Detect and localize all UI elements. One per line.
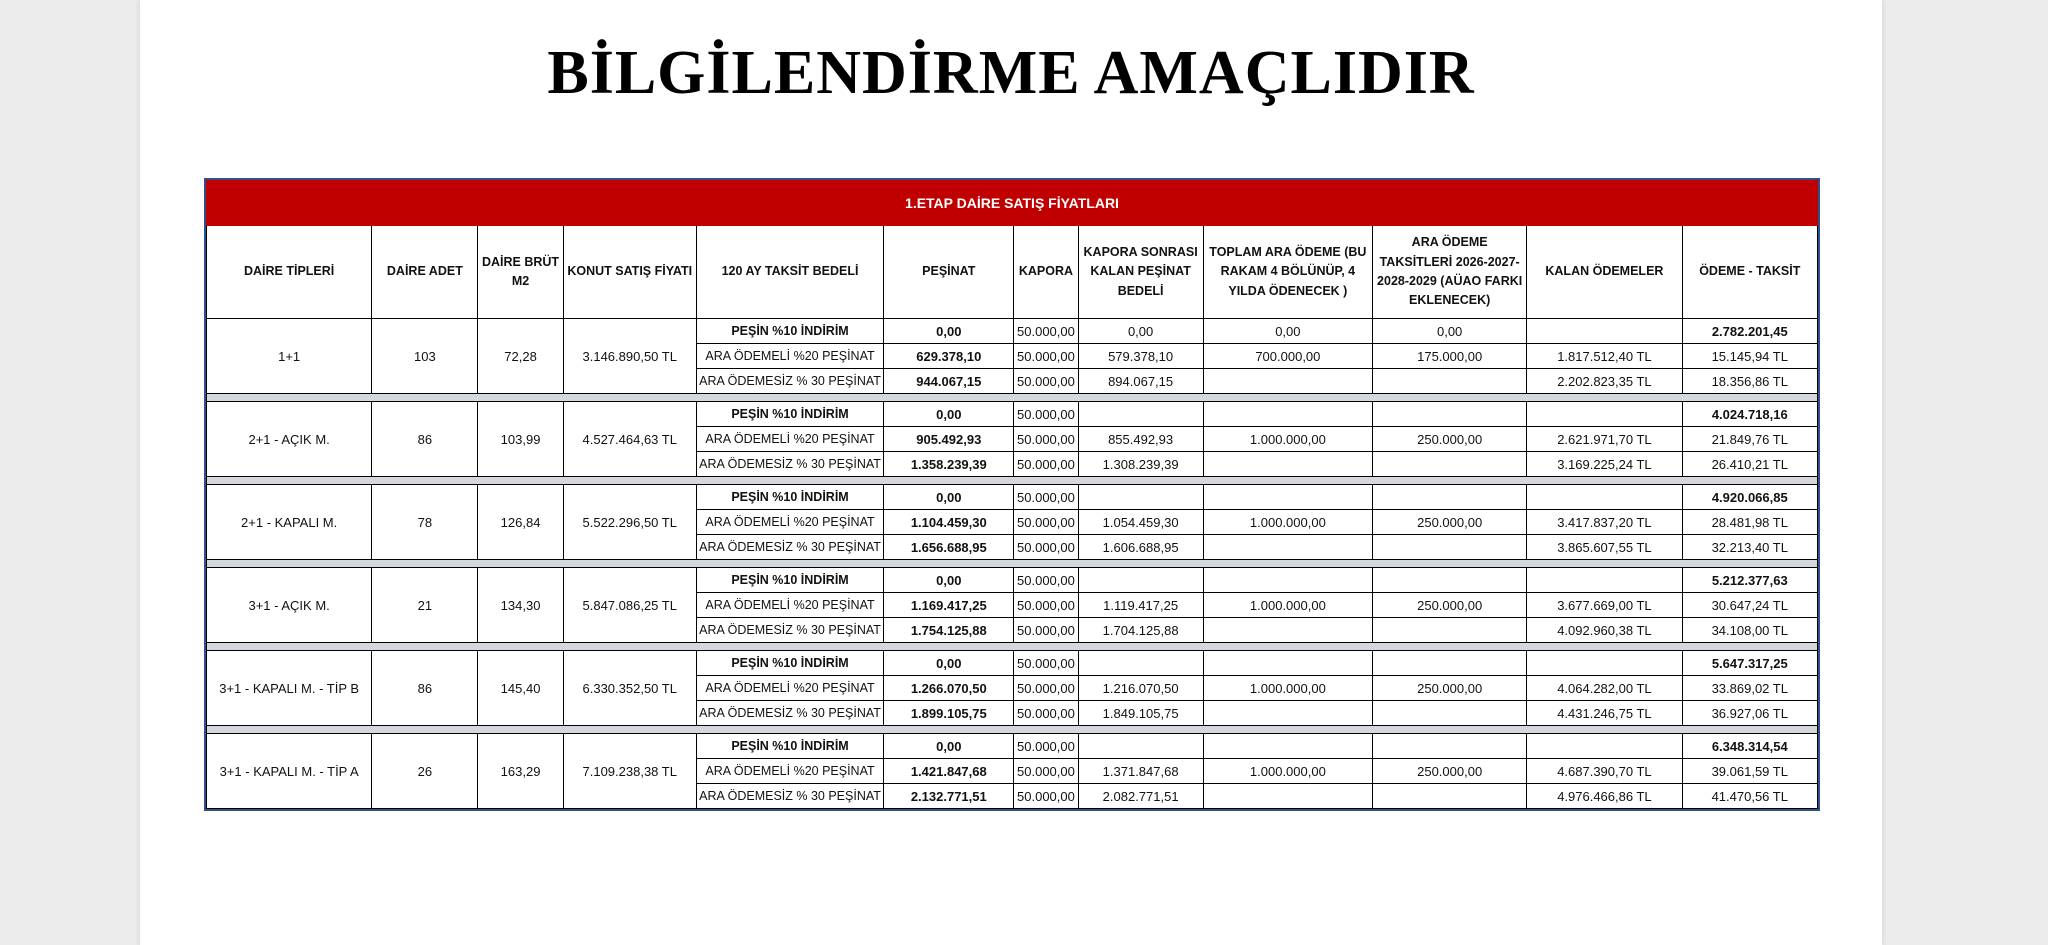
daire-brut-cell: 134,30	[478, 568, 563, 643]
kapora-cell: 50.000,00	[1014, 676, 1078, 701]
kapora-cell: 50.000,00	[1014, 651, 1078, 676]
pesinat-cell: 0,00	[884, 568, 1014, 593]
separator-cell	[207, 394, 1818, 402]
header-kapora-sonrasi: KAPORA SONRASI KALAN PEŞİNAT BEDELİ	[1078, 226, 1203, 319]
pesinat-cell: 944.067,15	[884, 369, 1014, 394]
kapora-cell: 50.000,00	[1014, 485, 1078, 510]
table-row	[207, 319, 1818, 344]
kapora-cell: 50.000,00	[1014, 319, 1078, 344]
kalan-odeme-cell: 4.092.960,38 TL	[1527, 618, 1682, 643]
group-separator	[207, 560, 1818, 568]
plan-cell: ARA ÖDEMESİZ % 30 PEŞİNAT	[696, 701, 883, 726]
kalan-pesinat-cell	[1078, 402, 1203, 427]
kalan-pesinat-cell: 579.378,10	[1078, 344, 1203, 369]
odeme-taksit-cell: 18.356,86 TL	[1682, 369, 1817, 394]
toplam-ara-cell	[1203, 618, 1372, 643]
header-toplam-ara: TOPLAM ARA ÖDEME (BU RAKAM 4 BÖLÜNÜP, 4 YILDA ÖDENECEK )	[1203, 226, 1372, 319]
daire-adet-cell: 26	[372, 734, 478, 809]
plan-cell: ARA ÖDEMELİ %20 PEŞİNAT	[696, 676, 883, 701]
pesinat-cell: 0,00	[884, 319, 1014, 344]
kalan-pesinat-cell: 1.704.125,88	[1078, 618, 1203, 643]
ara-taksit-cell: 250.000,00	[1373, 593, 1527, 618]
separator-cell	[207, 560, 1818, 568]
kapora-cell: 50.000,00	[1014, 510, 1078, 535]
daire-tip-cell: 3+1 - KAPALI M. - TİP B	[207, 651, 372, 726]
table-row	[207, 568, 1818, 593]
price-table-container	[204, 178, 1820, 811]
konut-fiyat-cell: 3.146.890,50 TL	[563, 319, 696, 394]
pesinat-cell: 629.378,10	[884, 344, 1014, 369]
plan-cell: ARA ÖDEMESİZ % 30 PEŞİNAT	[696, 618, 883, 643]
kapora-cell: 50.000,00	[1014, 568, 1078, 593]
kalan-pesinat-cell	[1078, 651, 1203, 676]
plan-cell: ARA ÖDEMELİ %20 PEŞİNAT	[696, 427, 883, 452]
pesinat-cell: 1.169.417,25	[884, 593, 1014, 618]
kapora-cell: 50.000,00	[1014, 759, 1078, 784]
plan-cell: ARA ÖDEMELİ %20 PEŞİNAT	[696, 593, 883, 618]
separator-cell	[207, 477, 1818, 485]
toplam-ara-cell: 1.000.000,00	[1203, 593, 1372, 618]
kalan-odeme-cell: 4.687.390,70 TL	[1527, 759, 1682, 784]
konut-fiyat-cell: 5.522.296,50 TL	[563, 485, 696, 560]
daire-adet-cell: 78	[372, 485, 478, 560]
pesinat-cell: 1.266.070,50	[884, 676, 1014, 701]
daire-adet-cell: 86	[372, 402, 478, 477]
daire-tip-cell: 3+1 - KAPALI M. - TİP A	[207, 734, 372, 809]
pesinat-cell: 905.492,93	[884, 427, 1014, 452]
toplam-ara-cell	[1203, 701, 1372, 726]
pesinat-cell: 0,00	[884, 402, 1014, 427]
toplam-ara-cell: 700.000,00	[1203, 344, 1372, 369]
kalan-odeme-cell: 4.064.282,00 TL	[1527, 676, 1682, 701]
toplam-ara-cell	[1203, 651, 1372, 676]
daire-adet-cell: 86	[372, 651, 478, 726]
header-taksit-bedeli: 120 AY TAKSİT BEDELİ	[696, 226, 883, 319]
pesinat-cell: 0,00	[884, 485, 1014, 510]
table-banner: 1.ETAP DAİRE SATIŞ FİYATLARI	[207, 181, 1818, 226]
header-daire-adet: DAİRE ADET	[372, 226, 478, 319]
separator-cell	[207, 726, 1818, 734]
odeme-taksit-cell: 2.782.201,45	[1682, 319, 1817, 344]
header-pesinat: PEŞİNAT	[884, 226, 1014, 319]
daire-brut-cell: 72,28	[478, 319, 563, 394]
ara-taksit-cell	[1373, 568, 1527, 593]
group-separator	[207, 394, 1818, 402]
daire-brut-cell: 145,40	[478, 651, 563, 726]
kapora-cell: 50.000,00	[1014, 734, 1078, 759]
kalan-pesinat-cell: 1.054.459,30	[1078, 510, 1203, 535]
daire-tip-cell: 2+1 - AÇIK M.	[207, 402, 372, 477]
plan-cell: ARA ÖDEMELİ %20 PEŞİNAT	[696, 344, 883, 369]
kalan-odeme-cell: 4.976.466,86 TL	[1527, 784, 1682, 809]
toplam-ara-cell	[1203, 568, 1372, 593]
odeme-taksit-cell: 21.849,76 TL	[1682, 427, 1817, 452]
header-kalan: KALAN ÖDEMELER	[1527, 226, 1682, 319]
daire-adet-cell: 21	[372, 568, 478, 643]
odeme-taksit-cell: 5.647.317,25	[1682, 651, 1817, 676]
kapora-cell: 50.000,00	[1014, 452, 1078, 477]
odeme-taksit-cell: 34.108,00 TL	[1682, 618, 1817, 643]
daire-tip-cell: 2+1 - KAPALI M.	[207, 485, 372, 560]
kalan-odeme-cell	[1527, 568, 1682, 593]
pesinat-cell: 1.104.459,30	[884, 510, 1014, 535]
kalan-pesinat-cell: 1.606.688,95	[1078, 535, 1203, 560]
toplam-ara-cell: 1.000.000,00	[1203, 427, 1372, 452]
pesinat-cell: 1.754.125,88	[884, 618, 1014, 643]
ara-taksit-cell: 250.000,00	[1373, 510, 1527, 535]
kalan-odeme-cell	[1527, 402, 1682, 427]
kalan-pesinat-cell: 1.308.239,39	[1078, 452, 1203, 477]
ara-taksit-cell: 175.000,00	[1373, 344, 1527, 369]
ara-taksit-cell: 250.000,00	[1373, 427, 1527, 452]
kalan-odeme-cell: 3.865.607,55 TL	[1527, 535, 1682, 560]
kalan-odeme-cell: 2.202.823,35 TL	[1527, 369, 1682, 394]
header-daire-brut: DAİRE BRÜT M2	[478, 226, 563, 319]
toplam-ara-cell	[1203, 784, 1372, 809]
kapora-cell: 50.000,00	[1014, 344, 1078, 369]
document-page	[140, 0, 1882, 945]
table-row	[207, 734, 1818, 759]
konut-fiyat-cell: 7.109.238,38 TL	[563, 734, 696, 809]
odeme-taksit-cell: 4.024.718,16	[1682, 402, 1817, 427]
kalan-odeme-cell: 3.417.837,20 TL	[1527, 510, 1682, 535]
group-separator	[207, 477, 1818, 485]
plan-cell: PEŞİN %10 İNDİRİM	[696, 734, 883, 759]
kalan-odeme-cell: 3.169.225,24 TL	[1527, 452, 1682, 477]
ara-taksit-cell	[1373, 402, 1527, 427]
toplam-ara-cell: 1.000.000,00	[1203, 510, 1372, 535]
daire-brut-cell: 103,99	[478, 402, 563, 477]
pesinat-cell: 0,00	[884, 734, 1014, 759]
kalan-pesinat-cell: 1.216.070,50	[1078, 676, 1203, 701]
pesinat-cell: 1.358.239,39	[884, 452, 1014, 477]
odeme-taksit-cell: 5.212.377,63	[1682, 568, 1817, 593]
kalan-odeme-cell: 3.677.669,00 TL	[1527, 593, 1682, 618]
toplam-ara-cell	[1203, 485, 1372, 510]
table-row	[207, 651, 1818, 676]
plan-cell: PEŞİN %10 İNDİRİM	[696, 402, 883, 427]
plan-cell: ARA ÖDEMELİ %20 PEŞİNAT	[696, 759, 883, 784]
odeme-taksit-cell: 36.927,06 TL	[1682, 701, 1817, 726]
daire-brut-cell: 163,29	[478, 734, 563, 809]
table-row	[207, 402, 1818, 427]
toplam-ara-cell	[1203, 369, 1372, 394]
pesinat-cell: 1.899.105,75	[884, 701, 1014, 726]
kapora-cell: 50.000,00	[1014, 402, 1078, 427]
kalan-odeme-cell	[1527, 651, 1682, 676]
kapora-cell: 50.000,00	[1014, 784, 1078, 809]
toplam-ara-cell	[1203, 535, 1372, 560]
ara-taksit-cell: 250.000,00	[1373, 676, 1527, 701]
odeme-taksit-cell: 28.481,98 TL	[1682, 510, 1817, 535]
plan-cell: ARA ÖDEMESİZ % 30 PEŞİNAT	[696, 535, 883, 560]
kalan-odeme-cell	[1527, 485, 1682, 510]
ara-taksit-cell	[1373, 618, 1527, 643]
kapora-cell: 50.000,00	[1014, 593, 1078, 618]
daire-tip-cell: 3+1 - AÇIK M.	[207, 568, 372, 643]
kalan-pesinat-cell	[1078, 485, 1203, 510]
group-separator	[207, 643, 1818, 651]
toplam-ara-cell	[1203, 734, 1372, 759]
kalan-pesinat-cell: 894.067,15	[1078, 369, 1203, 394]
kalan-pesinat-cell: 855.492,93	[1078, 427, 1203, 452]
ara-taksit-cell: 250.000,00	[1373, 759, 1527, 784]
kalan-pesinat-cell: 1.371.847,68	[1078, 759, 1203, 784]
ara-taksit-cell	[1373, 485, 1527, 510]
daire-adet-cell: 103	[372, 319, 478, 394]
plan-cell: PEŞİN %10 İNDİRİM	[696, 568, 883, 593]
separator-cell	[207, 643, 1818, 651]
plan-cell: ARA ÖDEMESİZ % 30 PEŞİNAT	[696, 452, 883, 477]
daire-brut-cell: 126,84	[478, 485, 563, 560]
kalan-pesinat-cell: 1.849.105,75	[1078, 701, 1203, 726]
pesinat-cell: 1.656.688,95	[884, 535, 1014, 560]
table-body	[207, 319, 1818, 809]
ara-taksit-cell	[1373, 734, 1527, 759]
odeme-taksit-cell: 6.348.314,54	[1682, 734, 1817, 759]
kalan-odeme-cell	[1527, 319, 1682, 344]
plan-cell: ARA ÖDEMELİ %20 PEŞİNAT	[696, 510, 883, 535]
kalan-pesinat-cell: 0,00	[1078, 319, 1203, 344]
ara-taksit-cell	[1373, 369, 1527, 394]
odeme-taksit-cell: 32.213,40 TL	[1682, 535, 1817, 560]
page-title: BİLGİLENDİRME AMAÇLIDIR	[547, 39, 1475, 107]
konut-fiyat-cell: 5.847.086,25 TL	[563, 568, 696, 643]
ara-taksit-cell	[1373, 651, 1527, 676]
ara-taksit-cell: 0,00	[1373, 319, 1527, 344]
ara-taksit-cell	[1373, 784, 1527, 809]
odeme-taksit-cell: 33.869,02 TL	[1682, 676, 1817, 701]
kalan-odeme-cell	[1527, 734, 1682, 759]
toplam-ara-cell	[1203, 402, 1372, 427]
ara-taksit-cell	[1373, 535, 1527, 560]
toplam-ara-cell: 1.000.000,00	[1203, 676, 1372, 701]
odeme-taksit-cell: 4.920.066,85	[1682, 485, 1817, 510]
group-separator	[207, 726, 1818, 734]
header-daire-tipleri: DAİRE TİPLERİ	[207, 226, 372, 319]
kapora-cell: 50.000,00	[1014, 369, 1078, 394]
kalan-pesinat-cell: 1.119.417,25	[1078, 593, 1203, 618]
pesinat-cell: 2.132.771,51	[884, 784, 1014, 809]
kapora-cell: 50.000,00	[1014, 701, 1078, 726]
odeme-taksit-cell: 15.145,94 TL	[1682, 344, 1817, 369]
plan-cell: PEŞİN %10 İNDİRİM	[696, 485, 883, 510]
odeme-taksit-cell: 39.061,59 TL	[1682, 759, 1817, 784]
toplam-ara-cell: 1.000.000,00	[1203, 759, 1372, 784]
odeme-taksit-cell: 26.410,21 TL	[1682, 452, 1817, 477]
odeme-taksit-cell: 41.470,56 TL	[1682, 784, 1817, 809]
header-kapora: KAPORA	[1014, 226, 1078, 319]
kalan-pesinat-cell	[1078, 734, 1203, 759]
ara-taksit-cell	[1373, 452, 1527, 477]
kapora-cell: 50.000,00	[1014, 427, 1078, 452]
kalan-pesinat-cell	[1078, 568, 1203, 593]
header-konut-fiyat: KONUT SATIŞ FİYATI	[563, 226, 696, 319]
pesinat-cell: 0,00	[884, 651, 1014, 676]
plan-cell: ARA ÖDEMESİZ % 30 PEŞİNAT	[696, 784, 883, 809]
konut-fiyat-cell: 6.330.352,50 TL	[563, 651, 696, 726]
table-row	[207, 485, 1818, 510]
kalan-odeme-cell: 2.621.971,70 TL	[1527, 427, 1682, 452]
daire-tip-cell: 1+1	[207, 319, 372, 394]
pesinat-cell: 1.421.847,68	[884, 759, 1014, 784]
kapora-cell: 50.000,00	[1014, 535, 1078, 560]
plan-cell: ARA ÖDEMESİZ % 30 PEŞİNAT	[696, 369, 883, 394]
konut-fiyat-cell: 4.527.464,63 TL	[563, 402, 696, 477]
ara-taksit-cell	[1373, 701, 1527, 726]
kalan-odeme-cell: 1.817.512,40 TL	[1527, 344, 1682, 369]
kalan-odeme-cell: 4.431.246,75 TL	[1527, 701, 1682, 726]
plan-cell: PEŞİN %10 İNDİRİM	[696, 651, 883, 676]
header-odeme-taksit: ÖDEME - TAKSİT	[1682, 226, 1817, 319]
toplam-ara-cell	[1203, 452, 1372, 477]
toplam-ara-cell: 0,00	[1203, 319, 1372, 344]
kalan-pesinat-cell: 2.082.771,51	[1078, 784, 1203, 809]
header-ara-taksit: ARA ÖDEME TAKSİTLERİ 2026-2027-2028-2029 (AÜAO FARKI EKLENECEK)	[1373, 226, 1527, 319]
price-table	[206, 180, 1818, 809]
odeme-taksit-cell: 30.647,24 TL	[1682, 593, 1817, 618]
kapora-cell: 50.000,00	[1014, 618, 1078, 643]
plan-cell: PEŞİN %10 İNDİRİM	[696, 319, 883, 344]
